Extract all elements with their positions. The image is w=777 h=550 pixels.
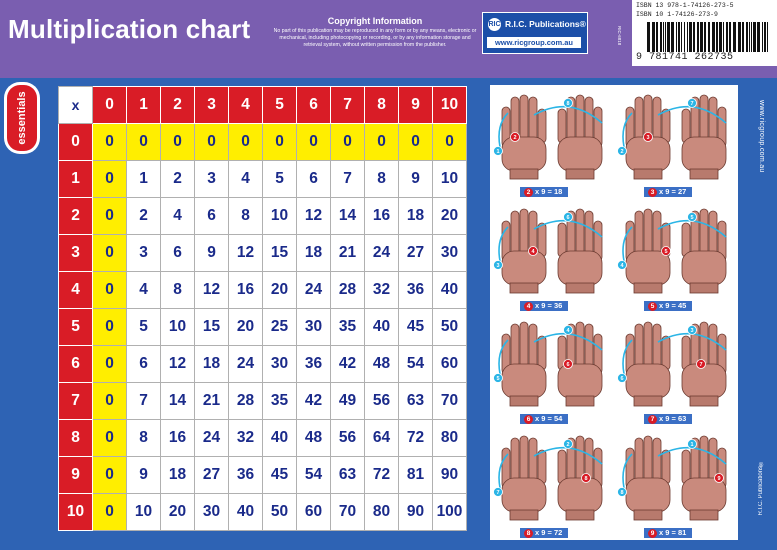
product-cell: 21	[195, 383, 229, 420]
product-cell: 12	[195, 272, 229, 309]
product-cell: 0	[297, 124, 331, 161]
equation-text: x 9 = 81	[659, 527, 687, 537]
product-cell: 63	[331, 457, 365, 494]
column-header: 9	[399, 87, 433, 124]
product-cell: 0	[93, 272, 127, 309]
finger-trick-4	[490, 199, 614, 323]
equation-text: x 9 = 45	[659, 300, 687, 310]
row-header: 9	[59, 457, 93, 494]
product-cell: 36	[229, 457, 263, 494]
finger-ball-label: 9	[717, 475, 721, 482]
product-cell: 32	[365, 272, 399, 309]
count-label: 8	[566, 101, 570, 107]
product-cell: 18	[297, 235, 331, 272]
product-cell: 0	[93, 309, 127, 346]
equation-text: x 9 = 18	[535, 187, 563, 196]
equation-label	[520, 187, 568, 197]
product-cell: 54	[399, 346, 433, 383]
publisher-mark: RIC	[488, 18, 501, 31]
equation-ball: 2	[524, 188, 533, 197]
count-label: 2	[620, 149, 624, 155]
product-cell: 18	[161, 457, 195, 494]
isbn10: ISBN 10 1-74126-273-9	[636, 11, 718, 18]
row-header: 3	[59, 235, 93, 272]
hands-icon	[490, 426, 614, 538]
finger-ball-label: 2	[513, 135, 517, 141]
equation-ball: 5	[648, 302, 657, 311]
product-cell: 16	[229, 272, 263, 309]
equation-text: x 9 = 54	[535, 414, 563, 423]
column-header: 8	[365, 87, 399, 124]
count-label: 8	[620, 489, 624, 496]
product-cell: 70	[433, 383, 467, 420]
product-cell: 24	[229, 346, 263, 383]
equation-label	[520, 301, 568, 311]
barcode-number: 9 781741 262735	[636, 52, 734, 63]
product-cell: 5	[263, 161, 297, 198]
table-row	[59, 346, 467, 383]
finger-trick-8	[490, 426, 614, 550]
finger-trick-9	[614, 426, 738, 550]
equation-label	[644, 528, 692, 538]
product-cell: 9	[399, 161, 433, 198]
isbn-barcode-box	[632, 0, 777, 66]
product-cell: 16	[161, 420, 195, 457]
product-cell: 32	[229, 420, 263, 457]
product-cell: 10	[263, 198, 297, 235]
row-header: 7	[59, 383, 93, 420]
product-cell: 9	[195, 235, 229, 272]
product-cell: 45	[399, 309, 433, 346]
hands-icon	[614, 85, 738, 197]
product-cell: 24	[365, 235, 399, 272]
product-cell: 8	[229, 198, 263, 235]
product-cell: 6	[127, 346, 161, 383]
equation-ball: 3	[648, 188, 657, 197]
product-cell: 20	[161, 494, 195, 531]
product-cell: 0	[331, 124, 365, 161]
product-cell: 1	[127, 161, 161, 198]
row-header: 4	[59, 272, 93, 309]
finger-trick-panel	[490, 85, 738, 540]
product-cell: 40	[263, 420, 297, 457]
product-cell: 56	[365, 383, 399, 420]
product-cell: 54	[297, 457, 331, 494]
copyright-body: No part of this publication may be reproduced in any form or by any means, electronic or mechanical, including photocopying or recording, or by any information storage and retrieval system, without written permission from the publisher.	[273, 28, 477, 49]
product-cell: 9	[127, 457, 161, 494]
header-band	[0, 0, 777, 78]
product-cell: 72	[365, 457, 399, 494]
column-header: 6	[297, 87, 331, 124]
product-cell: 27	[399, 235, 433, 272]
product-cell: 10	[127, 494, 161, 531]
product-cell: 72	[399, 420, 433, 457]
product-cell: 8	[161, 272, 195, 309]
column-header: 3	[195, 87, 229, 124]
finger-ball-label: 4	[531, 248, 535, 255]
product-cell: 18	[399, 198, 433, 235]
product-cell: 28	[331, 272, 365, 309]
product-cell: 40	[365, 309, 399, 346]
row-header: 0	[59, 124, 93, 161]
product-cell: 24	[195, 420, 229, 457]
product-cell: 90	[399, 494, 433, 531]
row-header: 10	[59, 494, 93, 531]
product-cell: 24	[297, 272, 331, 309]
equation-label	[644, 187, 692, 197]
product-cell: 15	[263, 235, 297, 272]
count-label: 3	[496, 262, 500, 269]
header-row	[59, 87, 467, 124]
publisher-name: R.I.C. Publications®	[505, 19, 586, 29]
product-cell: 0	[93, 494, 127, 531]
table-row	[59, 235, 467, 272]
product-cell: 3	[195, 161, 229, 198]
count-label: 1	[496, 149, 500, 155]
product-cell: 12	[161, 346, 195, 383]
row-header: 2	[59, 198, 93, 235]
product-cell: 6	[195, 198, 229, 235]
column-header: 1	[127, 87, 161, 124]
product-cell: 10	[433, 161, 467, 198]
product-cell: 70	[331, 494, 365, 531]
product-cell: 6	[161, 235, 195, 272]
product-cell: 60	[297, 494, 331, 531]
product-cell: 0	[161, 124, 195, 161]
page-title: Multiplication chart	[8, 14, 251, 44]
equation-text: x 9 = 27	[659, 187, 687, 196]
essentials-badge	[2, 80, 42, 156]
product-cell: 12	[297, 198, 331, 235]
product-cell: 81	[399, 457, 433, 494]
product-cell: 80	[433, 420, 467, 457]
hands-icon	[490, 85, 614, 197]
multiplication-table	[58, 86, 467, 531]
product-cell: 14	[161, 383, 195, 420]
product-cell: 7	[331, 161, 365, 198]
isbn13: ISBN 13 978-1-74126-273-5	[636, 2, 734, 9]
product-cell: 10	[161, 309, 195, 346]
product-cell: 5	[127, 309, 161, 346]
product-cell: 8	[365, 161, 399, 198]
product-cell: 0	[93, 420, 127, 457]
equation-ball: 6	[524, 415, 533, 424]
product-cell: 64	[365, 420, 399, 457]
count-label: 4	[620, 262, 624, 269]
product-cell: 0	[93, 124, 127, 161]
table-row	[59, 198, 467, 235]
count-label: 2	[566, 441, 570, 448]
product-cell: 16	[365, 198, 399, 235]
product-cell: 0	[93, 198, 127, 235]
product-cell: 20	[263, 272, 297, 309]
finger-ball-label: 6	[566, 362, 570, 368]
product-cell: 21	[331, 235, 365, 272]
product-cell: 30	[195, 494, 229, 531]
equation-text: x 9 = 63	[659, 414, 687, 423]
equation-ball: 7	[648, 415, 657, 424]
row-header: 5	[59, 309, 93, 346]
product-cell: 36	[399, 272, 433, 309]
product-cell: 63	[399, 383, 433, 420]
finger-trick-3	[614, 85, 738, 209]
copyright-block	[270, 16, 480, 49]
table-row	[59, 383, 467, 420]
count-label: 5	[690, 214, 694, 221]
count-label: 7	[690, 101, 694, 107]
product-cell: 20	[229, 309, 263, 346]
table-row	[59, 124, 467, 161]
product-cell: 35	[263, 383, 297, 420]
column-header: 5	[263, 87, 297, 124]
product-cell: 2	[127, 198, 161, 235]
column-header: 0	[93, 87, 127, 124]
count-label: 6	[620, 376, 624, 382]
product-cell: 0	[127, 124, 161, 161]
website-vertical: www.ricgroup.com.au	[758, 100, 765, 173]
product-cell: 30	[263, 346, 297, 383]
product-cell: 0	[93, 161, 127, 198]
product-cell: 20	[433, 198, 467, 235]
hands-icon	[490, 312, 614, 424]
equation-ball: 4	[524, 302, 533, 311]
equation-label	[520, 528, 568, 538]
product-cell: 60	[433, 346, 467, 383]
product-cell: 0	[433, 124, 467, 161]
hands-icon	[614, 312, 738, 424]
product-cell: 0	[93, 457, 127, 494]
publisher-logo	[482, 12, 588, 54]
corner-cell: x	[59, 87, 93, 124]
table-row	[59, 494, 467, 531]
count-label: 7	[496, 489, 500, 496]
product-cell: 12	[229, 235, 263, 272]
product-cell: 18	[195, 346, 229, 383]
product-cell: 100	[433, 494, 467, 531]
finger-ball-label: 7	[699, 362, 703, 368]
finger-trick-5	[614, 199, 738, 323]
product-cell: 42	[297, 383, 331, 420]
equation-text: x 9 = 36	[535, 300, 563, 310]
product-cell: 40	[229, 494, 263, 531]
count-label: 5	[496, 376, 500, 382]
product-cell: 48	[297, 420, 331, 457]
product-cell: 6	[297, 161, 331, 198]
column-header: 2	[161, 87, 195, 124]
product-code: RIC-6818	[617, 26, 622, 46]
product-cell: 4	[161, 198, 195, 235]
publisher-vertical: R.I.C. Publications®	[758, 460, 764, 516]
product-cell: 27	[195, 457, 229, 494]
product-cell: 56	[331, 420, 365, 457]
product-cell: 36	[297, 346, 331, 383]
finger-trick-6	[490, 312, 614, 436]
equation-label	[644, 301, 692, 311]
product-cell: 0	[93, 235, 127, 272]
product-cell: 35	[331, 309, 365, 346]
equation-ball: 9	[648, 529, 657, 538]
count-label: 4	[566, 328, 570, 334]
row-header: 8	[59, 420, 93, 457]
product-cell: 80	[365, 494, 399, 531]
finger-ball-label: 5	[664, 248, 668, 255]
product-cell: 50	[433, 309, 467, 346]
column-header: 7	[331, 87, 365, 124]
product-cell: 14	[331, 198, 365, 235]
hands-icon	[490, 199, 614, 311]
product-cell: 48	[365, 346, 399, 383]
product-cell: 0	[263, 124, 297, 161]
product-cell: 8	[127, 420, 161, 457]
row-header: 6	[59, 346, 93, 383]
table-row	[59, 420, 467, 457]
column-header: 4	[229, 87, 263, 124]
product-cell: 7	[127, 383, 161, 420]
product-cell: 0	[399, 124, 433, 161]
copyright-title: Copyright Information	[327, 16, 423, 26]
product-cell: 0	[93, 383, 127, 420]
table-row	[59, 161, 467, 198]
product-cell: 45	[263, 457, 297, 494]
finger-trick-7	[614, 312, 738, 436]
column-header: 10	[433, 87, 467, 124]
finger-ball-label: 3	[646, 135, 650, 141]
count-label: 1	[690, 441, 694, 448]
product-cell: 15	[195, 309, 229, 346]
product-cell: 4	[229, 161, 263, 198]
product-cell: 49	[331, 383, 365, 420]
product-cell: 0	[195, 124, 229, 161]
hands-icon	[614, 199, 738, 311]
product-cell: 0	[229, 124, 263, 161]
product-cell: 30	[433, 235, 467, 272]
product-cell: 0	[93, 346, 127, 383]
count-label: 6	[566, 214, 570, 221]
finger-ball-label: 8	[584, 475, 588, 482]
product-cell: 30	[297, 309, 331, 346]
product-cell: 90	[433, 457, 467, 494]
equation-label	[520, 414, 568, 424]
publisher-url: www.ricgroup.com.au	[487, 37, 581, 48]
product-cell: 4	[127, 272, 161, 309]
count-label: 3	[690, 328, 694, 334]
product-cell: 50	[263, 494, 297, 531]
finger-trick-2	[490, 85, 614, 209]
product-cell: 42	[331, 346, 365, 383]
product-cell: 40	[433, 272, 467, 309]
badge-text: essentials	[15, 91, 28, 145]
product-cell: 0	[365, 124, 399, 161]
barcode-icon	[646, 22, 772, 52]
equation-label	[644, 414, 692, 424]
product-cell: 3	[127, 235, 161, 272]
table-row	[59, 457, 467, 494]
table-row	[59, 272, 467, 309]
table-row	[59, 309, 467, 346]
product-cell: 28	[229, 383, 263, 420]
product-cell: 25	[263, 309, 297, 346]
hands-icon	[614, 426, 738, 538]
equation-ball: 8	[524, 529, 533, 538]
equation-text: x 9 = 72	[535, 527, 563, 537]
product-cell: 2	[161, 161, 195, 198]
row-header: 1	[59, 161, 93, 198]
